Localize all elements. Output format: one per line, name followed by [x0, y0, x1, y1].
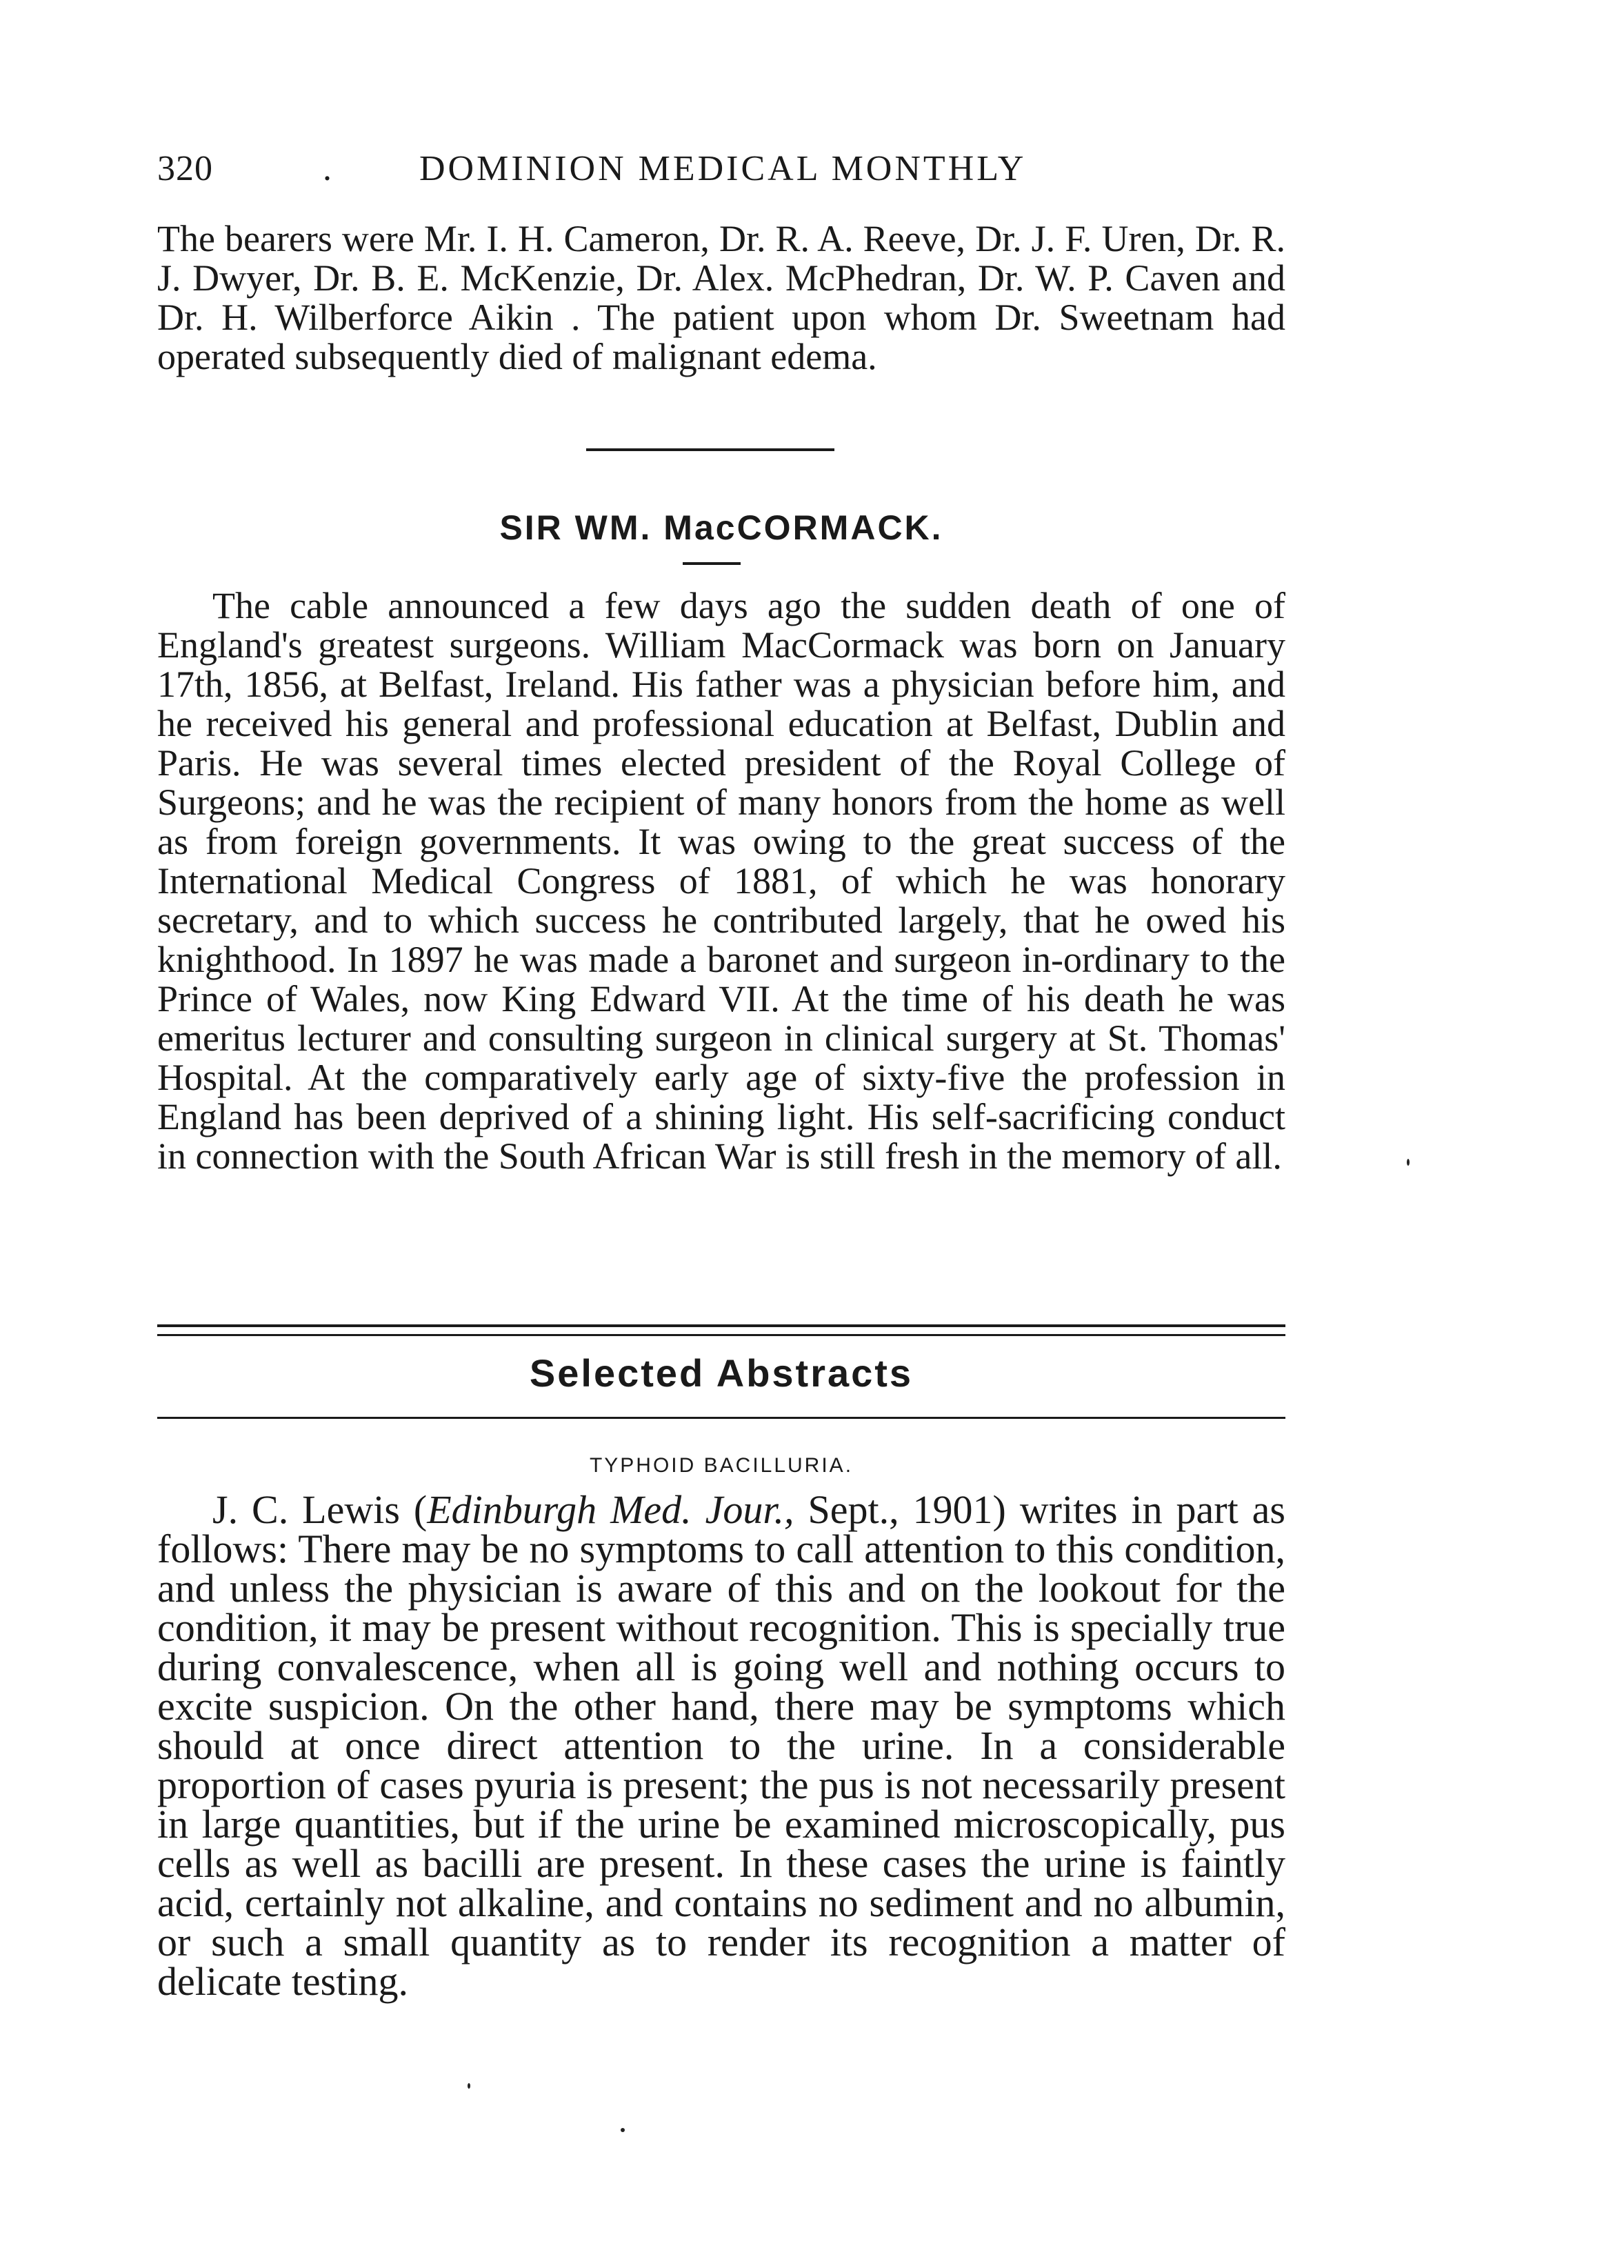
citation-journal: Edinburgh Med. Jour., — [427, 1487, 794, 1532]
stray-mark — [621, 2128, 625, 2132]
obituary-body: The cable announced a few days ago the sudden death of one of England's greatest surgeons. William MacCormack was born on January 17th, 1856, at Belfast, Ireland. His father was a physician before him, and he received his general and professional education at Belfast, Dublin and Paris. He was several times elected president of the Royal College of Surgeons; and he was the recipient of many honors from the home as well as from foreign governments. It was owing to the great success of the International Medical Congress of 1881, of which he was honorary secretary, and to which success he contributed largely, that he owed his knighthood. In 1897 he was made a baronet and surgeon in-ordinary to the Prince of Wales, now King Edward VII. At the time of his death he was emeritus lecturer and consulting surgeon in clinical surgery at St. Thomas' Hospital. At the comparatively early age of sixty-five the profession in England has been deprived of a shining light. His self-sacrificing conduct in connection with the South African War is still fresh in the memory of all. — [157, 585, 1285, 1177]
section-heading: Selected Abstracts — [529, 1351, 914, 1395]
page-header — [157, 148, 1288, 197]
heading-underline — [683, 562, 741, 565]
page-number: 320 — [157, 149, 213, 188]
abstract-subheading: TYPHOID BACILLURIA. — [589, 1454, 854, 1477]
header-separator: . — [323, 149, 332, 188]
abstract-text: writes in part as follows: There may be no symptoms to call attention to this condition, and unless the physician is aware of this and on the lookout for the condition, it may be present without recognition. This is specially true during convalescence, when all is going well and nothing occurs to excite suspicion. On the other hand, there may be symptoms which should at once direct attention to the urine. In a considerable proportion of cases pyuria is present; the pus is not necessarily present in large quantities, but if the urine be examined microscopically, pus cells as well as bacilli are present. In these cases the urine is faintly acid, certainly not alkaline, and contains no sediment and no albumin, or such a small quantity as to render its recognition a matter of delicate testing. — [157, 1487, 1285, 2004]
section-rule-top-1 — [157, 1324, 1285, 1327]
section-rule-top-2 — [157, 1334, 1285, 1336]
stray-mark — [468, 2083, 470, 2089]
obituary-heading: SIR WM. MacCORMACK. — [499, 508, 943, 547]
intro-paragraph: The bearers were Mr. I. H. Cameron, Dr. R. A. Reeve, Dr. J. F. Uren, Dr. R. J. Dwyer, Dr. B. E. McKenzie, Dr. Alex. McPhedran, Dr. W. P. Caven and Dr. H. Wilberforce Aikin . The patient upon whom Dr. Sweetnam had operated subsequently died of malignant edema. — [157, 218, 1285, 377]
abstract-author: J. C. Lewis — [212, 1487, 400, 1532]
section-rule-bottom — [157, 1417, 1285, 1419]
short-divider — [586, 448, 834, 451]
abstract-body — [157, 1487, 1285, 2004]
citation-rest: Sept., 1901) — [808, 1487, 1006, 1532]
stray-mark — [1407, 1159, 1410, 1166]
citation-open: ( — [413, 1487, 428, 1532]
journal-title: DOMINION MEDICAL MONTHLY — [419, 149, 1027, 188]
